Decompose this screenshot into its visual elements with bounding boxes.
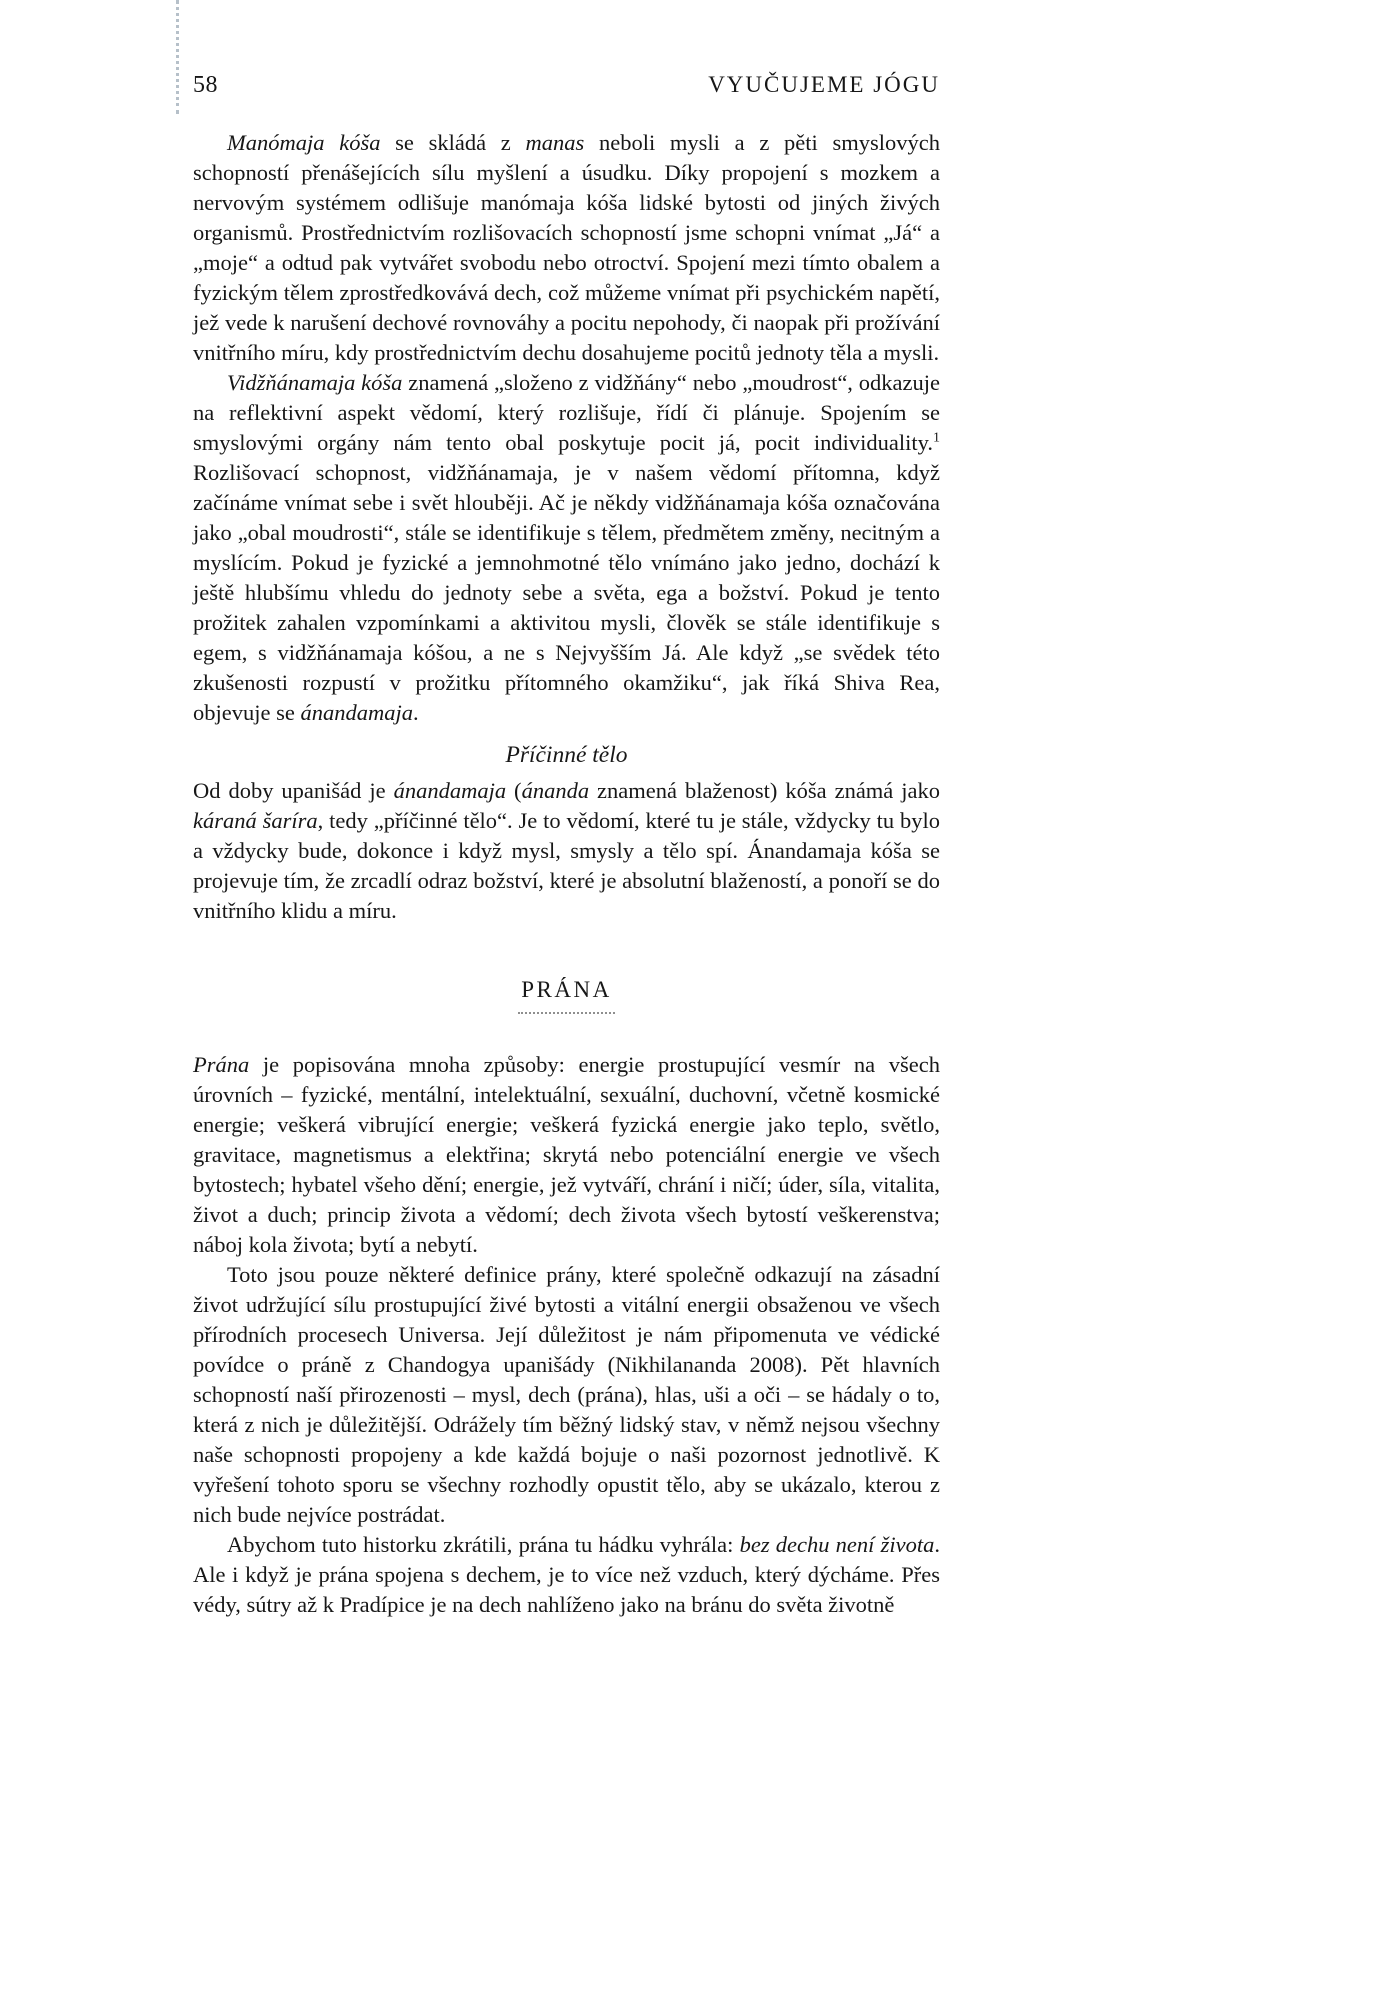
- section-heading-wrap: [193, 972, 940, 1014]
- italic-text: Vidžňánamaja kóša: [227, 370, 403, 395]
- text-run: je popisována mnoha způsoby: energie prostupující vesmír na všech úrovních – fyzické, mentální, intelektuální, sexuální, duchovní, včetně kosmické energie; veškerá vibrující energie; veškerá fyzická energie jako teplo, světlo, gravitace, magnetismus a elektřina; skrytá nebo potenciální energie ve všech bytostech; hybatel všeho dění; energie, jež vytváří, chrání i ničí; úder, síla, vitalita, život a duch; princip života a vědomí; dech života všech bytostí veškerenstva; náboj kola života; bytí a nebytí.: [193, 1052, 940, 1257]
- text-run: se skládá z: [380, 130, 526, 155]
- text-run: neboli mysli a z pěti smyslových schopností přenášejících sílu myšlení a úsudku. Díky propojení s mozkem a nervovým systémem odlišuje manómaja kóša lidské bytosti od jiných živých organismů. Prostřednictvím rozlišovacích schopností jsme schopni vnímat „Já“ a „moje“ a odtud pak vytvářet svobodu nebo otroctví. Spojení mezi tímto obalem a fyzickým tělem zprostředkovává dech, což můžeme vnímat při psychickém napětí, jež vede k narušení dechové rovnováhy a pocitu nepohody, či naopak při prožívání vnitřního míru, kdy prostřednictvím dechu dosahujeme pocitů jednoty těla a mysli.: [193, 130, 940, 365]
- text-run: .: [412, 700, 419, 725]
- italic-text: bez dechu není života: [739, 1532, 935, 1557]
- italic-text: Manómaja kóša: [227, 130, 381, 155]
- text-run: znamená blaženost) kóša známá jako: [589, 778, 940, 803]
- section-heading-prana: PRÁNA: [518, 975, 614, 1014]
- text-column: [193, 128, 940, 1620]
- text-run: znamená „složeno z vidžňány“ nebo „moudrost“, odkazuje na reflektivní aspekt vědomí, který rozlišuje, řídí či plánuje. Spojením se smyslovými orgány nám tento obal poskytuje pocit já, pocit individuality.: [193, 370, 940, 455]
- text-run: Toto jsou pouze některé definice prány, které společně odkazují na zásadní život udržující sílu prostupující živé bytosti a vitální energii obsaženou ve všech přírodních procesech Universa. Její důležitost je nám připomenuta ve védické povídce o práně z Chandogya upanišády (Nikhilananda 2008). Pět hlavních schopností naší přirozenosti – mysl, dech (prána), hlas, uši a oči – se hádaly o to, která z nich je důležitější. Odrážely tím běžný lidský stav, v němž nejsou všechny naše schopnosti propojeny a kde každá bojuje o naši pozornost jednotlivě. K vyřešení tohoto sporu se všechny rozhodly opustit tělo, aby se ukázalo, kterou z nich bude nejvíce postrádat.: [193, 1262, 940, 1527]
- italic-text: Prána: [193, 1052, 250, 1077]
- text-run: Rozlišovací schopnost, vidžňánamaja, je v našem vědomí přítomna, když začínáme vnímat sebe i svět hlouběji. Ač je někdy vidžňánamaja kóša označována jako „obal moudrosti“, stále se identifikuje s tělem, předmětem změny, necitným a myslícím. Pokud je fyzické a jemnohmotné tělo vnímáno jako jedno, dochází k ještě hlubšímu vhledu do jednoty sebe a světa, ega a božství. Pokud je tento prožitek zahalen vzpomínkami a aktivitou mysli, člověk se stále identifikuje s egem, s vidžňánamaja kóšou, a ne s Nejvyšším Já. Ale když „se svědek této zkušenosti rozpustí v prožitku přítomného okamžiku“, jak říká Shiva Rea, objevuje se: [193, 460, 940, 725]
- paragraph-od-doby-upanisad: [193, 776, 940, 926]
- text-run: (: [506, 778, 522, 803]
- italic-text: ánanda: [521, 778, 590, 803]
- margin-dotted-line: [176, 0, 179, 114]
- paragraph-vidznanamaja-kosa: [193, 368, 940, 728]
- text-run: Od doby upanišád je: [193, 778, 394, 803]
- paragraph-prana-definice: [193, 1050, 940, 1260]
- page-header: [193, 72, 940, 99]
- text-run: , tedy „příčinné tělo“. Je to vědomí, které tu je stále, vždycky tu bylo a vždycky bude, dokonce i když mysl, smysly a tělo spí. Ánandamaja kóša se projevuje tím, že zrcadlí odraz božství, které je absolutní blažeností, a ponoří se do vnitřního klidu a míru.: [193, 808, 940, 923]
- text-run: Abychom tuto historku zkrátili, prána tu hádku vyhrála:: [227, 1532, 740, 1557]
- paragraph-manomaja-kosa: [193, 128, 940, 368]
- italic-text: káraná šaríra: [193, 808, 318, 833]
- running-head: VYUČUJEME JÓGU: [708, 72, 940, 97]
- paragraph-toto-jsou: [193, 1260, 940, 1530]
- paragraph-abychom: [193, 1530, 940, 1620]
- subheading-pricinne-telo: Příčinné tělo: [505, 742, 628, 768]
- text-run: . Ale i když je prána spojena s dechem, je to více než vzduch, který dýcháme. Přes védy, sútry až k Pradípice je na dech nahlíženo jako na bránu do světa životně: [193, 1532, 940, 1617]
- italic-text: ánandamaja: [393, 778, 507, 803]
- page-number: 58: [193, 72, 218, 98]
- footnote-marker: 1: [933, 430, 940, 446]
- italic-text: manas: [525, 130, 585, 155]
- italic-text: ánandamaja: [300, 700, 413, 725]
